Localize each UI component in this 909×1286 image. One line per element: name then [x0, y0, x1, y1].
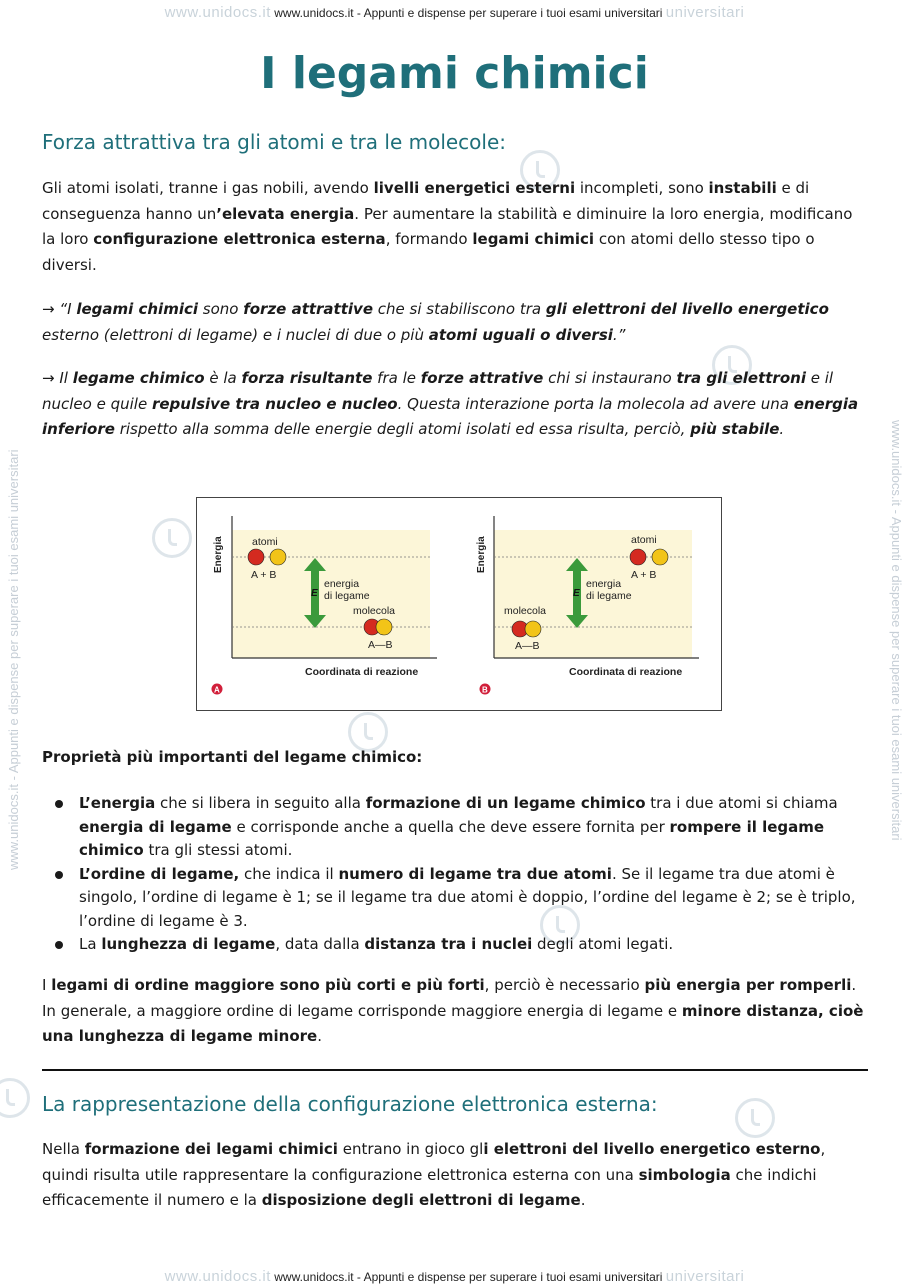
watermark-ghost-right-bottom: universitari [665, 1268, 745, 1285]
watermark-logo-icon [152, 518, 192, 558]
panel-b-energy-symbol: E [573, 588, 580, 599]
paragraph-definizione-legami: → “I legami chimici sono forze attrattive che si stabiliscono tra gli elettroni del livello energetico esterno (elettroni di legame) e i nuclei di due o più atomi uguali o diversi.” [42, 300, 829, 344]
watermark-logo-icon [0, 1078, 30, 1118]
panel-a-ylabel: Energia [213, 536, 224, 573]
watermark-side-right: www.unidocs.it - Appunti e dispense per superare i tuoi esami universitari [889, 420, 904, 841]
panel-b-ylabel: Energia [476, 536, 487, 573]
watermark-side-left: www.unidocs.it - Appunti e dispense per superare i tuoi esami universitari [6, 449, 21, 870]
panel-b-atom-b [652, 549, 668, 565]
panel-a-molecule-label: molecola [353, 605, 396, 617]
watermark-bottom-text: www.unidocs.it - Appunti e dispense per superare i tuoi esami universitari [274, 1270, 663, 1284]
list-item: L’energia che si libera in seguito alla formazione di un legame chimico tra i due atomi si chiama energia di legame e corrisponde anche a quella che deve essere fornita per rompere il legame chimico tra gli stessi atomi. [55, 792, 867, 863]
section-heading-forza: Forza attrattiva tra gli atomi e tra le molecole: [42, 130, 507, 154]
panel-b-energy-label-2: di legame [586, 590, 632, 602]
paragraph-atomi-isolati: Gli atomi isolati, tranne i gas nobili, avendo livelli energetici esterni incompleti, sono instabili e di conseguenza hanno un’elevata energia. Per aumentare la stabilità e diminuire la loro energia, modificano la loro configurazione elettronica esterna, formando legami chimici con atomi dello stesso tipo o diversi. [42, 179, 853, 274]
panel-a-atom-b [270, 549, 286, 565]
energy-diagram-panel-a [212, 516, 438, 695]
panel-b-energy-label-1: energia [586, 578, 622, 590]
panel-a-marker: A [214, 685, 220, 695]
watermark-logo-icon [735, 1098, 775, 1138]
watermark-bottom [0, 1268, 909, 1285]
properties-list [55, 792, 867, 957]
paragraph-simbologia: Nella formazione dei legami chimici entrano in gioco gli elettroni del livello energetico esterno, quindi risulta utile rappresentare la configurazione elettronica esterna con una simbologia che indichi efficacemente il numero e la disposizione degli elettroni di legame. [42, 1140, 826, 1209]
panel-a-atoms-formula: A + B [251, 569, 277, 581]
section-heading-rappresentazione: La rappresentazione della configurazione elettronica esterna: [42, 1092, 658, 1116]
panel-b-marker: B [482, 685, 488, 695]
list-item: L’ordine di legame, che indica il numero di legame tra due atomi. Se il legame tra due atomi è singolo, l’ordine di legame è 1; se il legame tra due atomi è doppio, l’ordine del legame è 2; se è triplo, l’ordine di legame è 3. [55, 863, 867, 934]
panel-b-atom-a [630, 549, 646, 565]
panel-b-molecule-formula: A—B [515, 640, 540, 652]
panel-a-molecule-atom-b [376, 619, 392, 635]
watermark-ghost-left-bottom: www.unidocs.it [164, 1268, 271, 1285]
panel-a-energy-label-2: di legame [324, 590, 370, 602]
panel-a-xlabel: Coordinata di reazione [305, 666, 419, 678]
properties-heading: Proprietà più importanti del legame chimico: [42, 748, 423, 766]
panel-a-molecule-formula: A—B [368, 639, 393, 651]
panel-b-molecule-atom-b [525, 621, 541, 637]
section-divider [42, 1069, 868, 1071]
panel-b-atoms-label: atomi [631, 534, 657, 546]
paragraph-forza-risultante: → Il legame chimico è la forza risultante fra le forze attrative chi si instaurano tra gli elettroni e il nucleo e quile repulsive tra nucleo e nucleo. Questa interazione porta la molecola ad avere una energia inferiore rispetto alla somma delle energie degli atomi isolati ed essa risulta, perciò, più stabile. [42, 369, 859, 438]
watermark-logo-icon [348, 712, 388, 752]
panel-a-atom-a [248, 549, 264, 565]
panel-b-atoms-formula: A + B [631, 569, 657, 581]
energy-diagram-panel-b [476, 516, 699, 695]
watermark-ghost-right: universitari [665, 4, 745, 21]
panel-a-energy-label-1: energia [324, 578, 360, 590]
energy-diagram-figure [196, 497, 722, 711]
watermark-ghost-left: www.unidocs.it [164, 4, 271, 21]
watermark-top [0, 4, 909, 21]
watermark-top-text: www.unidocs.it - Appunti e dispense per superare i tuoi esami universitari [274, 6, 663, 20]
page-title: I legami chimici [260, 48, 649, 99]
list-item: La lunghezza di legame, data dalla distanza tra i nuclei degli atomi legati. [55, 933, 867, 957]
panel-a-atoms-label: atomi [252, 536, 278, 548]
paragraph-conclusione: I legami di ordine maggiore sono più corti e più forti, perciò è necessario più energia per romperli. In generale, a maggiore ordine di legame corrisponde maggiore energia di legame e minore distanza, cioè una lunghezza di legame minore. [42, 976, 864, 1045]
panel-b-xlabel: Coordinata di reazione [569, 666, 683, 678]
panel-b-molecule-label: molecola [504, 605, 547, 617]
panel-a-energy-symbol: E [311, 588, 318, 599]
